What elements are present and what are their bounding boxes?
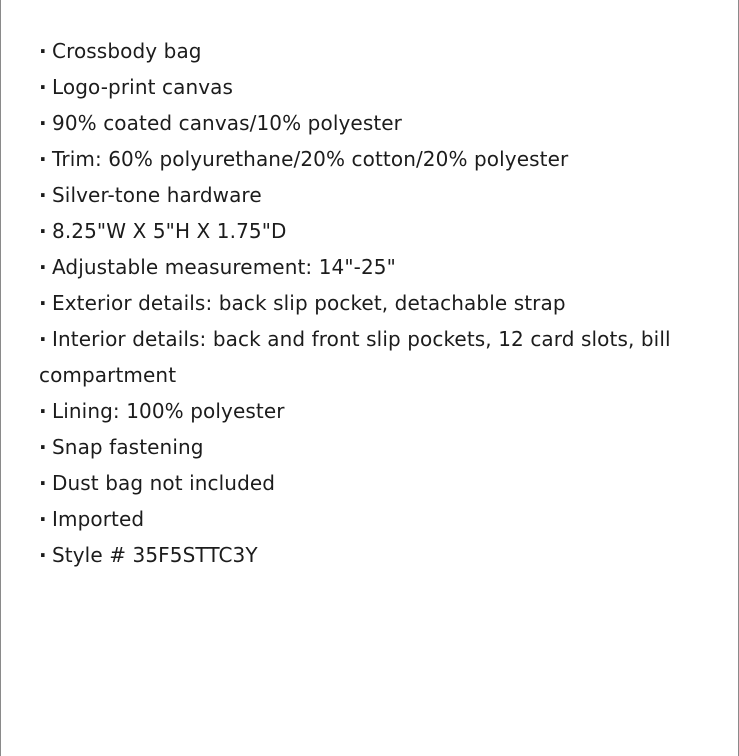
detail-text: Silver-tone hardware [52, 183, 262, 207]
bullet-dot: · [39, 291, 47, 315]
bullet-dot: · [39, 507, 47, 531]
bullet-dot: · [39, 543, 47, 567]
bullet-dot: · [39, 219, 47, 243]
bullet-dot: · [39, 75, 47, 99]
detail-item-hardware [39, 177, 699, 213]
detail-item-trim [39, 141, 699, 177]
detail-text: Dust bag not included [52, 471, 276, 495]
detail-text: Snap fastening [52, 435, 204, 459]
detail-item-material [39, 105, 699, 141]
detail-text: Adjustable measurement: 14"-25" [52, 255, 396, 279]
detail-text: Trim: 60% polyurethane/20% cotton/20% polyester [52, 147, 569, 171]
bullet-dot: · [39, 111, 47, 135]
bullet-dot: · [39, 183, 47, 207]
bullet-dot: · [39, 39, 47, 63]
detail-text: 8.25"W X 5"H X 1.75"D [52, 219, 287, 243]
bullet-dot: · [39, 399, 47, 423]
detail-text: Exterior details: back slip pocket, detachable strap [52, 291, 566, 315]
detail-text: Crossbody bag [52, 39, 202, 63]
detail-item-strap-measurement [39, 249, 699, 285]
detail-text: Lining: 100% polyester [52, 399, 285, 423]
detail-item-logo-print [39, 69, 699, 105]
detail-text: Style # 35F5STTC3Y [52, 543, 258, 567]
detail-item-lining [39, 393, 699, 429]
detail-text: Logo-print canvas [52, 75, 234, 99]
bullet-dot: · [39, 327, 47, 351]
detail-item-fastening [39, 429, 699, 465]
bullet-dot: · [39, 435, 47, 459]
bullet-dot: · [39, 255, 47, 279]
detail-item-exterior [39, 285, 699, 321]
detail-item-dust-bag [39, 465, 699, 501]
product-details-list [39, 33, 699, 573]
detail-text: Imported [52, 507, 145, 531]
detail-item-interior [39, 321, 699, 393]
detail-text: Interior details: back and front slip pockets, 12 card slots, bill compartment [39, 327, 671, 387]
detail-item-style-number [39, 537, 699, 573]
detail-item-imported [39, 501, 699, 537]
bullet-dot: · [39, 471, 47, 495]
bullet-dot: · [39, 147, 47, 171]
detail-item-crossbody [39, 33, 699, 69]
detail-item-dimensions [39, 213, 699, 249]
detail-text: 90% coated canvas/10% polyester [52, 111, 403, 135]
